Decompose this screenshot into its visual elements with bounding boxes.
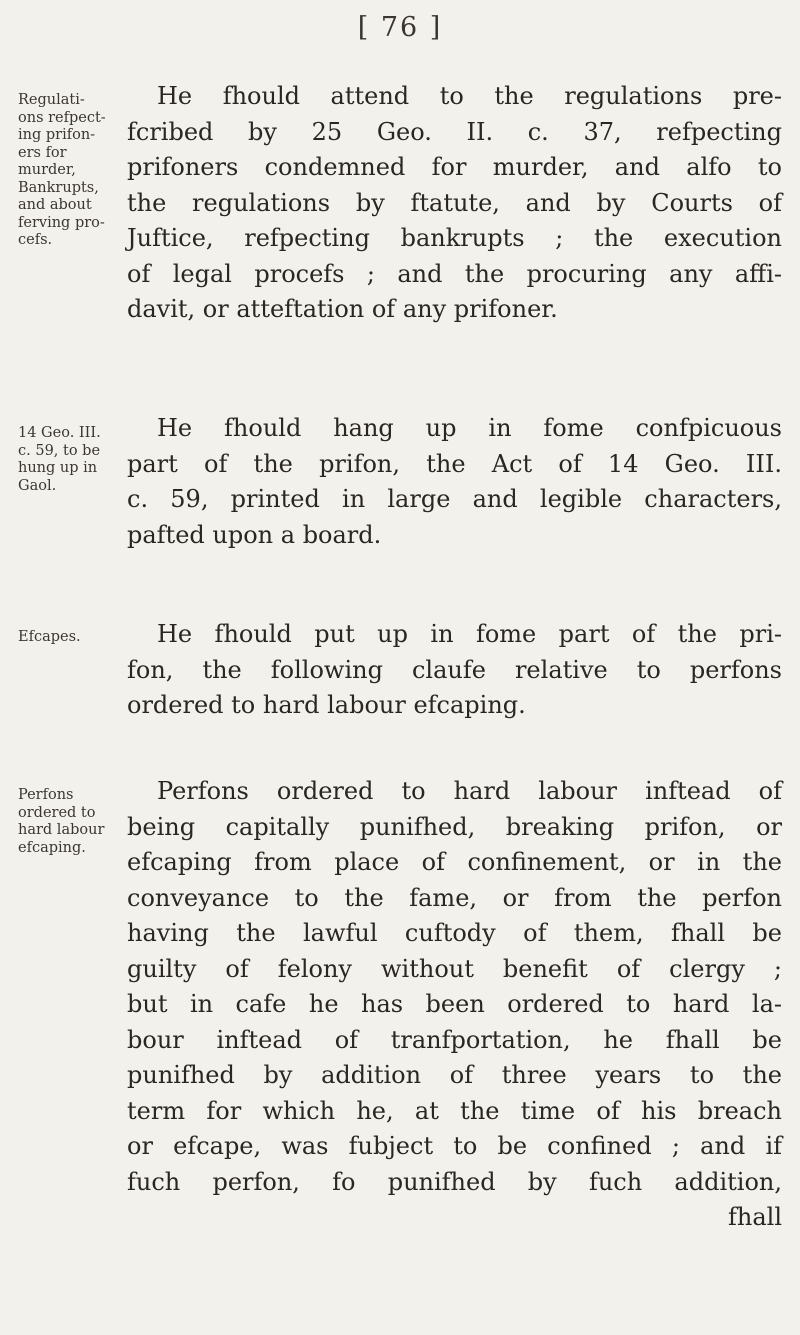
text-line: part of the prifon, the Act of 14 Geo. III. (127, 449, 782, 478)
margin-note-line: Regulati- (18, 92, 85, 108)
margin-note-line: ing prifon- (18, 127, 96, 143)
margin-note-line: cefs. (18, 232, 53, 248)
text-line: efcaping from place of confinement, or in the (127, 848, 782, 876)
margin-note-line: 14 Geo. III. (18, 425, 101, 441)
text-line: fon, the following claufe relative to perfons (127, 655, 782, 684)
text-line: Perfons ordered to hard labour inftead of (157, 777, 782, 805)
text-line: fcribed by 25 Geo. II. c. 37, refpecting (127, 117, 782, 146)
text-line: term for which he, at the time of his breach (127, 1096, 782, 1125)
text-line: bour inftead of tranfportation, he fhall be (127, 1025, 782, 1054)
text-line: He fhould attend to the regulations pre- (157, 82, 782, 110)
text-line: being capitally punifhed, breaking prifon, or (127, 812, 782, 841)
text-line: ordered to hard labour efcaping. (127, 691, 526, 719)
text-line: fuch perfon, fo punifhed by fuch addition, (127, 1167, 782, 1196)
margin-note-escapes (18, 629, 118, 647)
text-line: He fhould put up in fome part of the pri- (157, 620, 782, 648)
text-line: but in cafe he has been ordered to hard la- (127, 990, 782, 1018)
text-line: prifoners condemned for murder, and alfo to (127, 153, 782, 181)
catchword: fhall (728, 1203, 782, 1231)
margin-note-line: murder, (18, 162, 76, 178)
margin-note-regulations (18, 92, 118, 250)
text-line: davit, or atteftation of any prifoner. (127, 295, 558, 323)
text-line: of legal procefs ; and the procuring any affi- (127, 259, 782, 288)
margin-note-line: ordered to (18, 804, 96, 821)
margin-note-line: hard labour (18, 822, 105, 838)
text-line: the regulations by ftatute, and by Courts of (127, 188, 782, 217)
text-line: guilty of felony without benefit of clergy ; (127, 954, 782, 983)
paragraph-regulations (127, 79, 782, 328)
margin-note-line: ers for (18, 144, 67, 161)
margin-note-line: Bankrupts, (18, 179, 99, 196)
text-line: punifhed by addition of three years to the (127, 1061, 782, 1089)
margin-note-line: efcaping. (18, 839, 86, 856)
margin-note-line: hung up in (18, 460, 98, 476)
page-number-header: [ 76 ] (357, 12, 443, 43)
margin-note-line: Efcapes. (18, 629, 81, 645)
paragraph-persons (127, 774, 782, 1236)
margin-note-line: ferving pro- (18, 214, 105, 231)
text-line: conveyance to the fame, or from the perfon (127, 883, 782, 912)
margin-note-act (18, 425, 118, 495)
text-line: pafted upon a board. (127, 520, 382, 549)
text-line: having the lawful cuftody of them, fhall be (127, 919, 782, 947)
margin-note-line: ons refpect- (18, 109, 106, 126)
text-line: or efcape, was fubject to be confined ; and if (127, 1132, 782, 1160)
margin-note-line: Gaol. (18, 477, 57, 494)
text-line: Juftice, refpecting bankrupts ; the execution (127, 224, 782, 252)
margin-note-line: Perfons (18, 787, 74, 803)
paragraph-act (127, 411, 782, 553)
margin-note-line: and about (18, 197, 92, 213)
margin-note-line: c. 59, to be (18, 442, 101, 459)
paragraph-escapes (127, 617, 782, 724)
text-line: He fhould hang up in fome confpicuous (157, 414, 782, 442)
margin-note-persons (18, 787, 118, 857)
text-line: c. 59, printed in large and legible characters, (127, 485, 782, 513)
